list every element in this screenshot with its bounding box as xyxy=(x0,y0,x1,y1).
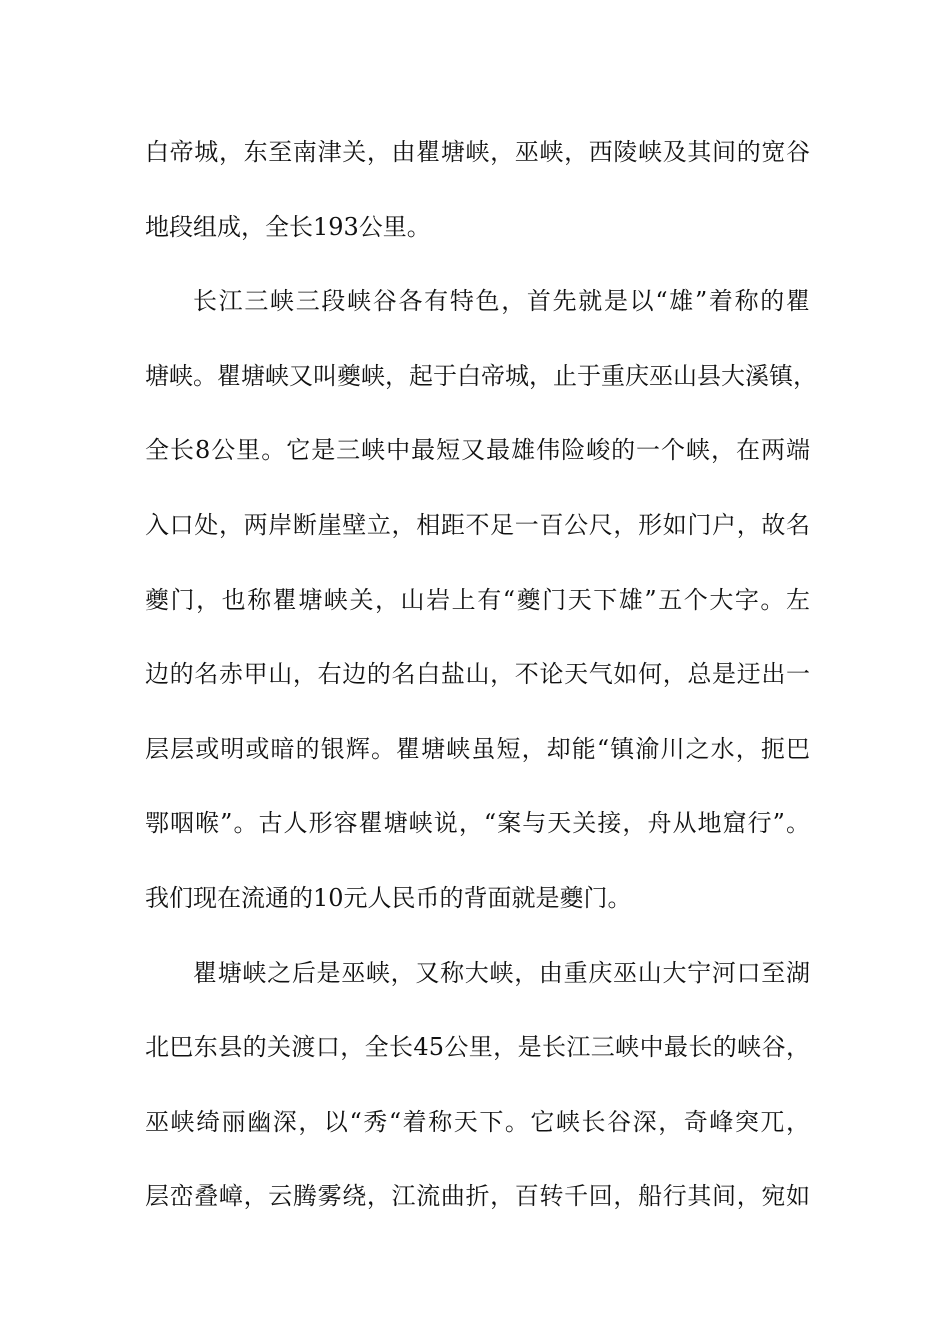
paragraph-first-line: 瞿塘峡之后是巫峡，又称大峡，由重庆巫山大宁河口至湖 xyxy=(193,958,810,987)
text-line: 巫峡绮丽幽深，以“秀“着称天下。它峡长谷深，奇峰突兀， xyxy=(145,1107,810,1136)
text-line: 层层或明或暗的银辉。瞿塘峡虽短，却能“镇渝川之水，扼巴 xyxy=(145,734,810,763)
text-line: 鄂咽喉”。古人形容瞿塘峡说，“案与天关接，舟从地窟行”。 xyxy=(145,809,810,838)
text-line: 我们现在流通的10元人民币的背面就是夔门。 xyxy=(145,883,632,912)
text-line: 地段组成，全长193公里。 xyxy=(145,212,431,241)
text-line: 层峦叠嶂，云腾雾绕，江流曲折，百转千回，船行其间，宛如 xyxy=(145,1182,810,1211)
text-line: 白帝城，东至南津关，由瞿塘峡，巫峡，西陵峡及其间的宽谷 xyxy=(145,138,810,166)
text-line: 边的名赤甲山，右边的名白盐山，不论天气如何，总是迂出一 xyxy=(145,660,810,689)
text-line: 夔门，也称瞿塘峡关，山岩上有“夔门天下雄”五个大字。左 xyxy=(145,585,810,614)
text-line: 塘峡。瞿塘峡又叫夔峡，起于白帝城，止于重庆巫山县大溪镇， xyxy=(145,361,817,390)
text-line: 入口处，两岸断崖壁立，相距不足一百公尺，形如门户，故名 xyxy=(145,510,810,539)
text-line: 全长8公里。它是三峡中最短又最雄伟险峻的一个峡，在两端 xyxy=(145,436,810,465)
body-text xyxy=(145,130,817,1249)
text-line: 北巴东县的关渡口，全长45公里，是长江三峡中最长的峡谷， xyxy=(145,1033,810,1062)
paragraph-first-line: 长江三峡三段峡谷各有特色，首先就是以“雄”着称的瞿 xyxy=(193,287,810,316)
